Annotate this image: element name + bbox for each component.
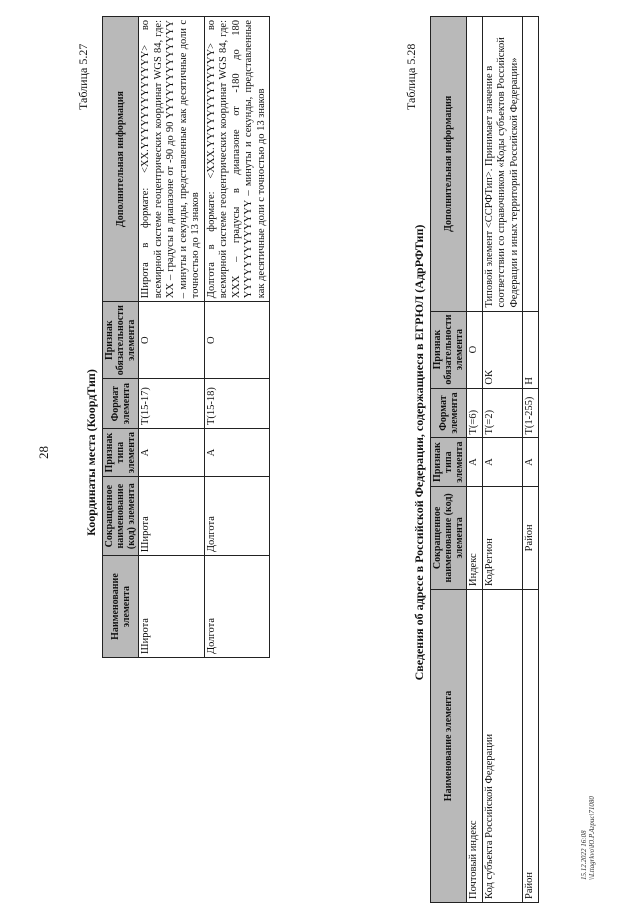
table1-header-required: Признак обязательности элемента xyxy=(103,302,139,379)
cell-code: КодРегион xyxy=(482,486,523,589)
cell-required: Н xyxy=(523,311,539,388)
table2-header-format: Формат элемента xyxy=(431,388,467,438)
cell-format: T(15-18) xyxy=(204,379,270,429)
table1-header-name: Наименование элемента xyxy=(103,556,139,658)
cell-code: Индекс xyxy=(467,486,483,589)
table1-header-format: Формат элемента xyxy=(103,379,139,429)
table1-header-info: Дополнительная информация xyxy=(103,17,139,302)
cell-required: O xyxy=(139,302,205,379)
stamp-line-path: \\Lttagrkvo\Ю.Р.Агрис\71080 xyxy=(588,796,596,880)
cell-required: O xyxy=(204,302,270,379)
cell-name: Код субъекта Российской Федерации xyxy=(482,590,523,903)
table-row xyxy=(204,17,270,658)
cell-code: Район xyxy=(523,486,539,589)
table-row xyxy=(139,17,205,658)
table2-header-code: Сокращенное наименование (код) элемента xyxy=(431,486,467,589)
cell-info: Типовой элемент <ССРФТип>. Принимает значение в соответствии со справочником «Коды субъектов Российской Федерации и иных территорий Российской Федерации» xyxy=(482,17,523,312)
table2 xyxy=(430,16,539,903)
document-stamp xyxy=(580,796,596,880)
cell-info: Широта в формате: <XX.YYYYYYYYYYYYY> во всемирной системе геоцентрических координат WGS 84, где: XX – градусы в диапазоне от -90 до 90 YYYYYYYYYYYYY – минуты и секунды, представленные как десятичные доли с точностью до 13 знаков xyxy=(139,17,205,302)
cell-name: Долгота xyxy=(204,556,270,658)
table1 xyxy=(102,16,270,658)
cell-name: Почтовый индекс xyxy=(467,590,483,903)
cell-type: A xyxy=(204,428,270,476)
table-row xyxy=(467,17,483,903)
page-number: 28 xyxy=(36,446,51,459)
cell-format: T(1-255) xyxy=(523,388,539,438)
table1-title: Координаты места (КоордТип) xyxy=(84,369,98,536)
table2-header-row xyxy=(431,17,467,903)
table2-caption: Таблица 5.28 xyxy=(404,43,418,110)
cell-info: Долгота в формате: <XXX.YYYYYYYYYYYYY> во всемирной системе геоцентрических координат WGS 84, где: XXX – градусы в диапазоне от -180 до 180 YYYYYYYYYYYYY – минуты и секунды, представленные как десятичные доли с точностью до 13 знаков xyxy=(204,17,270,302)
table1-header-row xyxy=(103,17,139,658)
table2-header-required: Признак обязательности элемента xyxy=(431,311,467,388)
table1-caption: Таблица 5.27 xyxy=(76,43,90,110)
table1-header-type: Признак типа элемента xyxy=(103,428,139,476)
table2-header-name: Наименование элемента xyxy=(431,590,467,903)
table-row xyxy=(482,17,523,903)
table2-title: Сведения об адресе в Российской Федерации, содержащиеся в ЕГРЮЛ (АдрРФТип) xyxy=(412,224,426,681)
table2-header-info: Дополнительная информация xyxy=(431,17,467,312)
stamp-line-date: 15.12.2022 16:08 xyxy=(580,830,588,880)
table-row xyxy=(523,17,539,903)
cell-code: Широта xyxy=(139,477,205,556)
cell-type: A xyxy=(467,438,483,486)
cell-type: A xyxy=(482,438,523,486)
cell-info xyxy=(467,17,483,312)
cell-code: Долгота xyxy=(204,477,270,556)
cell-format: T(=2) xyxy=(482,388,523,438)
cell-format: T(15-17) xyxy=(139,379,205,429)
cell-name: Широта xyxy=(139,556,205,658)
cell-type: A xyxy=(523,438,539,486)
table1-header-code: Сокращенное наименование (код) элемента xyxy=(103,477,139,556)
cell-type: A xyxy=(139,428,205,476)
cell-required: ОК xyxy=(482,311,523,388)
cell-name: Район xyxy=(523,590,539,903)
cell-info xyxy=(523,17,539,312)
table2-header-type: Признак типа элемента xyxy=(431,438,467,486)
cell-required: O xyxy=(467,311,483,388)
cell-format: T(=6) xyxy=(467,388,483,438)
